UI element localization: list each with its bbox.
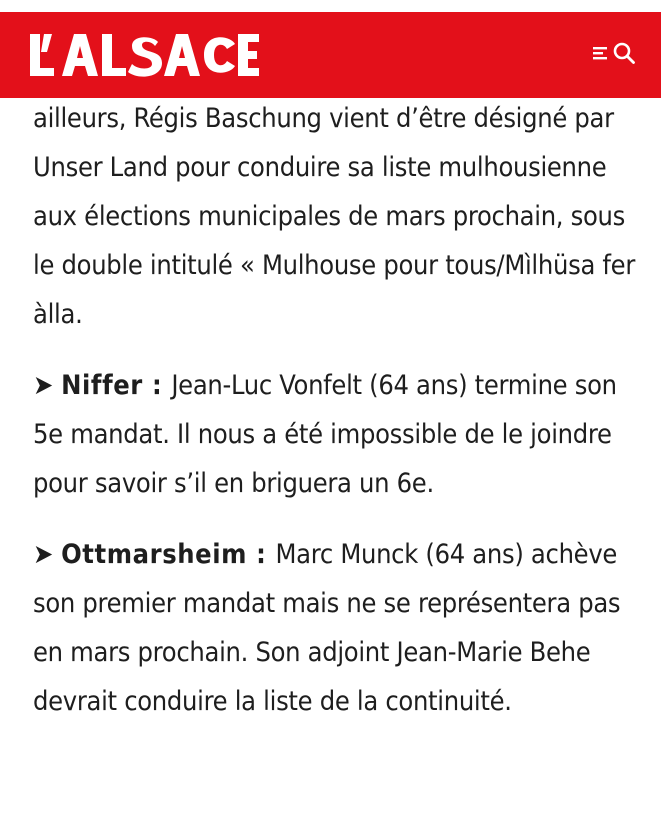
- article-paragraph: [33, 361, 643, 508]
- top-strip: [0, 0, 661, 12]
- site-logo[interactable]: [28, 25, 260, 85]
- arrow-bullet-icon: ➤: [33, 539, 54, 570]
- site-header: [0, 12, 661, 98]
- place-separator: :: [247, 539, 276, 570]
- search-icon: [613, 42, 635, 68]
- article-body: [33, 94, 643, 748]
- paragraph-text: Jean-Luc Vonfelt (64 ans) termine son 5e mandat. Il nous a été impossible de le joindre pour savoir s’il en briguera un 6e.: [33, 370, 617, 499]
- paragraph-text: ailleurs, Régis Baschung vient d’être désigné par Unser Land pour conduire sa liste mulhousienne aux élections municipales de mars prochain, sous le double intitulé « Mulhouse pour tous/Mìlhüsa fer àlla.: [33, 103, 636, 330]
- place-separator: :: [142, 370, 172, 401]
- arrow-bullet-icon: ➤: [33, 370, 54, 401]
- article-paragraph: [33, 94, 643, 339]
- article-paragraph: [33, 530, 643, 726]
- lalsace-logo-icon: [28, 32, 260, 78]
- place-name: Ottmarsheim: [61, 539, 248, 570]
- place-name: Niffer: [61, 370, 143, 401]
- menu-icon: [593, 45, 609, 65]
- paragraph-text: Marc Munck (64 ans) achève son premier mandat mais ne se représentera pas en mars prochain. Son adjoint Jean-Marie Behe devrait conduire la liste de la continuité.: [33, 539, 621, 717]
- menu-search-button[interactable]: [593, 42, 635, 68]
